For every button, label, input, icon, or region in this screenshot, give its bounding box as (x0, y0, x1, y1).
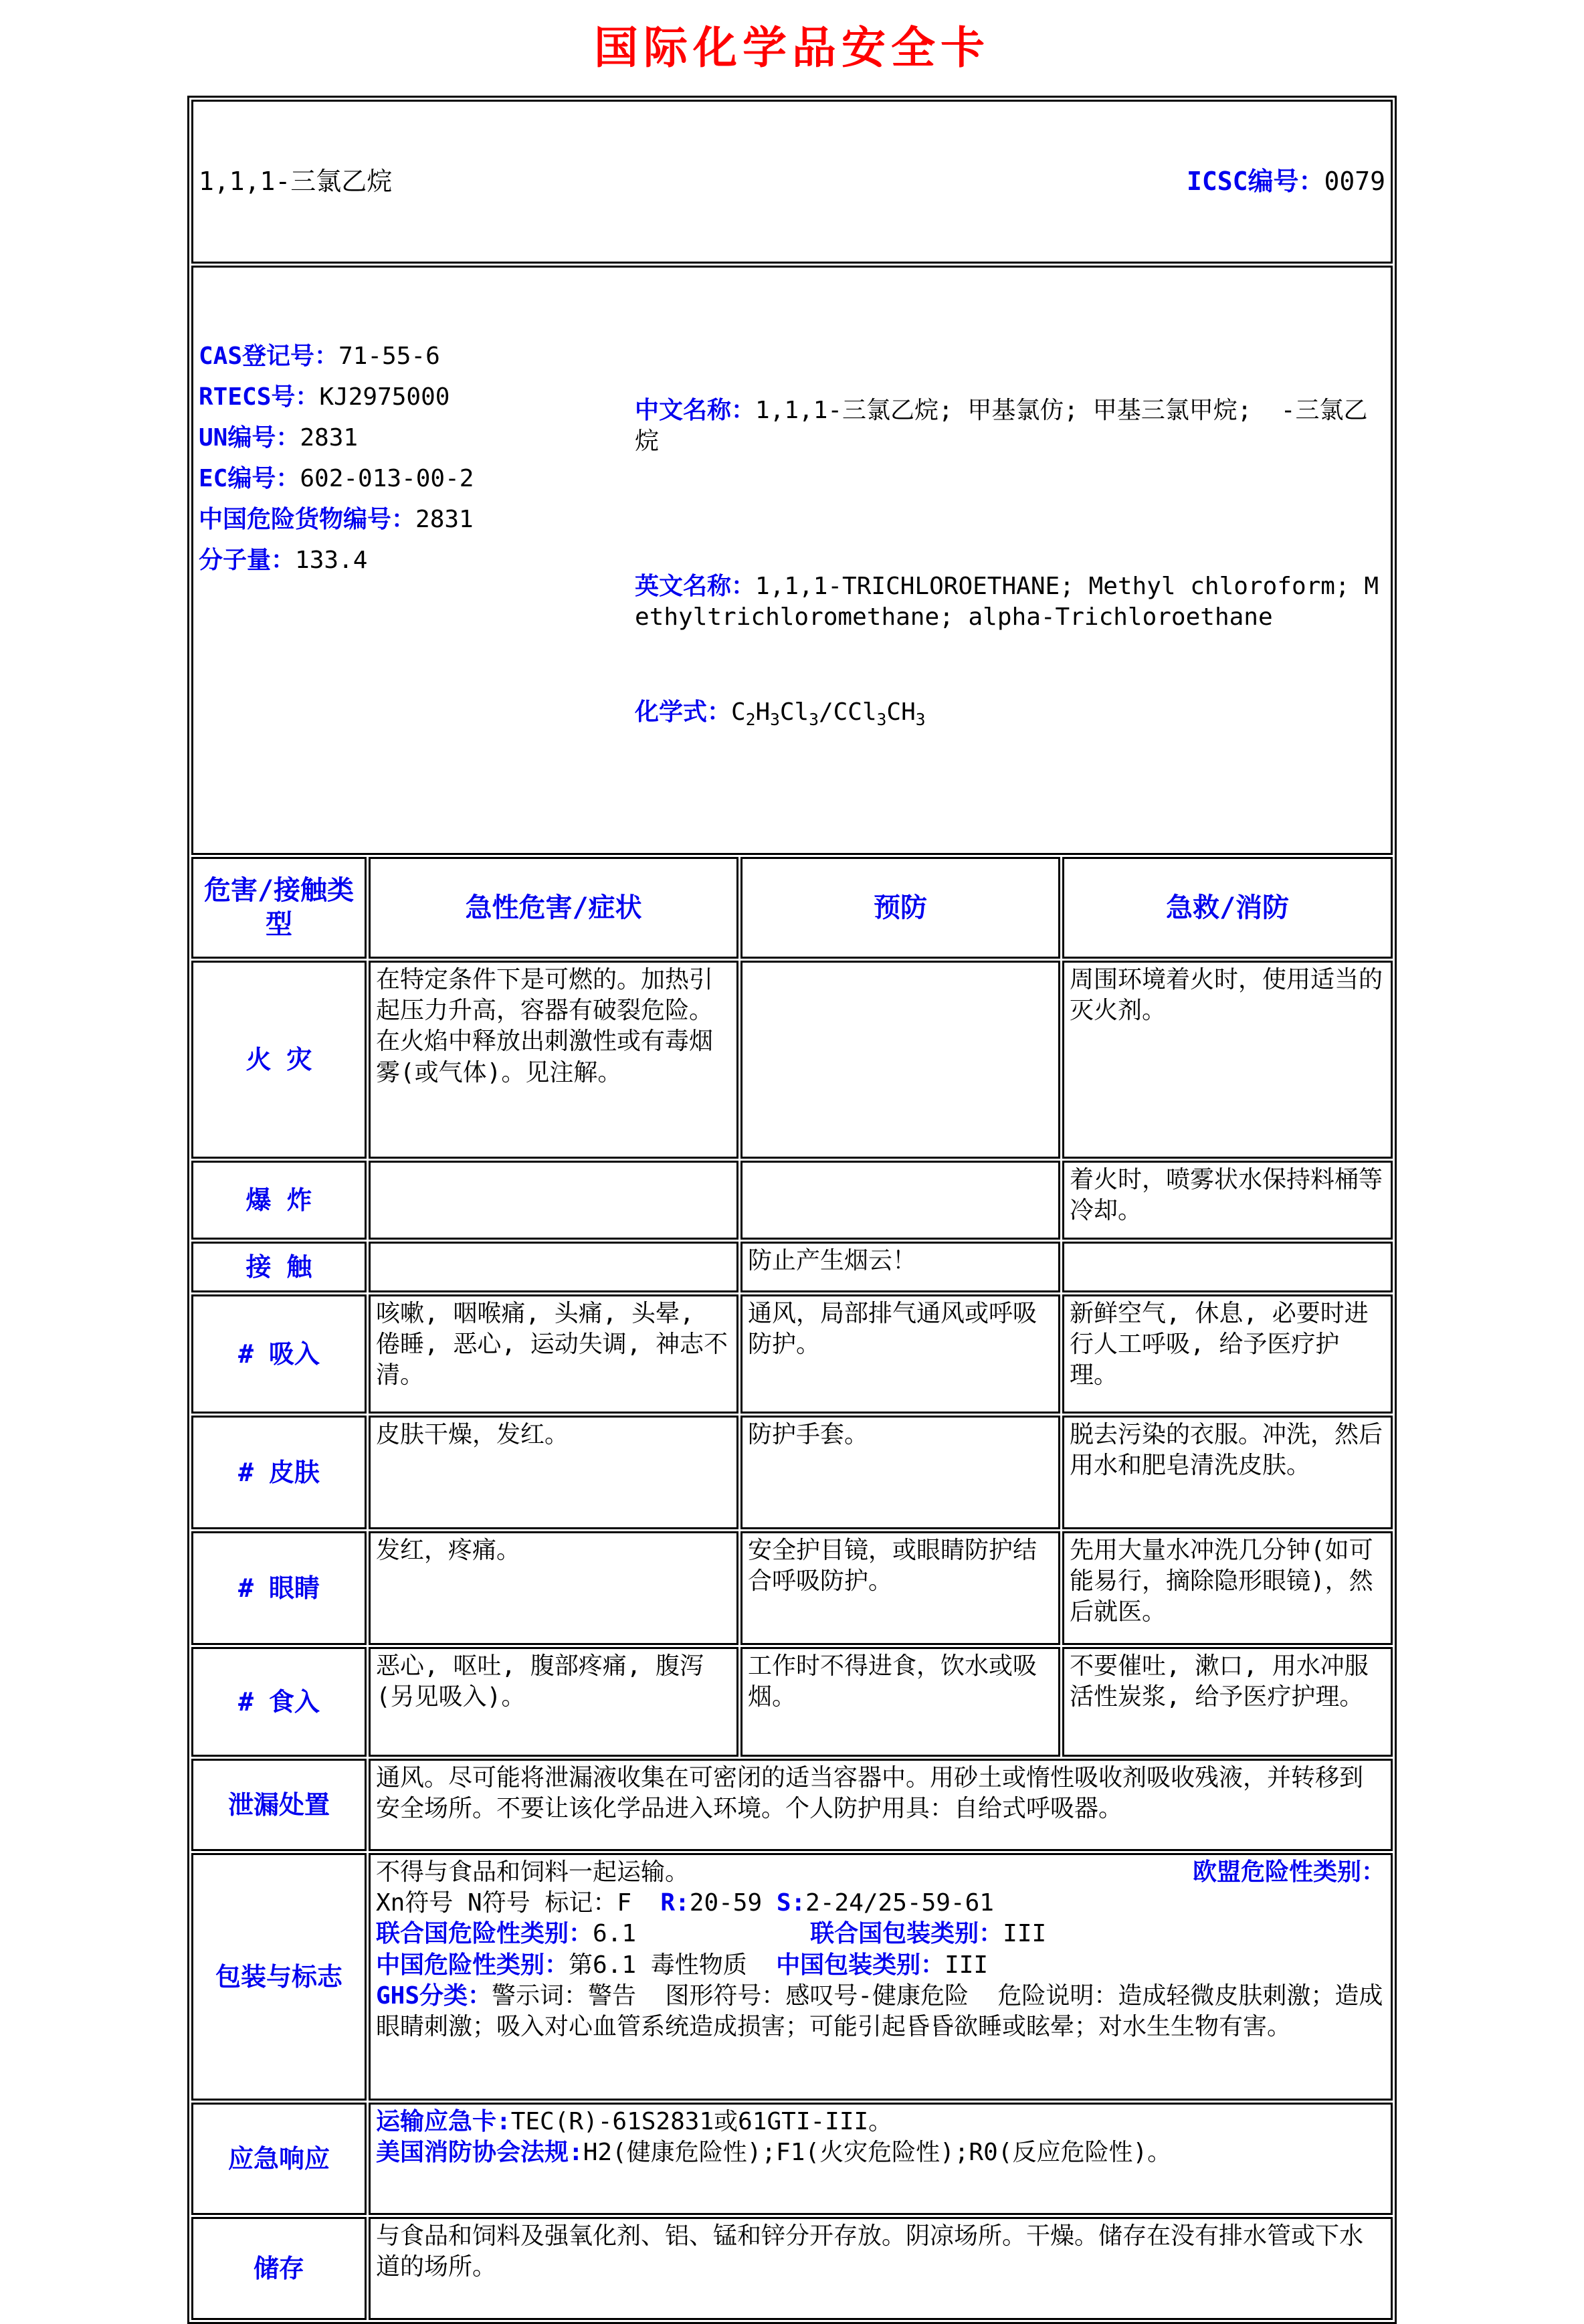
packaging-content: 欧盟危险性类别： 不得与食品和饲料一起运输。 Xn符号 N符号 标记：F R:20-59 S:2-24/25-59-61 联合国危险性类别：6.1 联合国包装类别：III 中国危险性类别：第6.1 毒性物质 中国包装类别：III GHS分类：警示词：警告 图形符号：感叹号-健康危险 危险说明：造成轻微皮肤刺激；造成眼睛刺激；吸入对心血管系统造成损害；可能引起昏昏欲睡或眩晕；对水生生物有害。 (369, 1853, 1393, 2101)
card-title-cell (191, 100, 1393, 264)
header-prevention: 预防 (740, 857, 1060, 959)
english-name-line: 英文名称：1,1,1-TRICHLOROETHANE; Methyl chloroform; Methyltrichloromethane; alpha-Trichloroethane (635, 572, 1379, 631)
row-ingestion (191, 1647, 1393, 1757)
eyes-firstaid: 先用大量水冲洗几分钟(如可能易行，摘除隐形眼镜)，然后就医。 (1062, 1531, 1393, 1645)
fire-prevention (740, 961, 1060, 1159)
identifier-list: CAS登记号：71-55-6 RTECS号：KJ2975000 UN编号：2831 EC编号：602-013-00-2 中国危险货物编号：2831 分子量：133.4 (199, 343, 474, 575)
row-fire (191, 961, 1393, 1159)
row-storage (191, 2217, 1393, 2320)
contact-prevention: 防止产生烟云！ (740, 1242, 1060, 1292)
page-title: 国际化学品安全卡 (594, 22, 990, 74)
header-symptoms: 急性危害/症状 (369, 857, 738, 959)
ingestion-symptoms: 恶心, 呕吐, 腹部疼痛, 腹泻(另见吸入)。 (369, 1647, 738, 1757)
icsc-number-group (1187, 165, 1385, 198)
skin-firstaid: 脱去污染的衣服。冲洗，然后用水和肥皂清洗皮肤。 (1062, 1416, 1393, 1529)
packaging-label: 包装与标志 (191, 1853, 367, 2101)
name-block (627, 331, 1385, 789)
emergency-label: 应急响应 (191, 2103, 367, 2215)
inhalation-symptoms: 咳嗽, 咽喉痛, 头痛, 头晕, 倦睡, 恶心, 运动失调, 神志不清。 (369, 1294, 738, 1414)
contact-firstaid (1062, 1242, 1393, 1292)
hazard-header-row (191, 857, 1393, 959)
row-contact (191, 1242, 1393, 1292)
inhalation-label: # 吸入 (191, 1294, 367, 1414)
ingestion-firstaid: 不要催吐, 漱口, 用水冲服活性炭浆, 给予医疗护理。 (1062, 1647, 1393, 1757)
explosion-prevention (740, 1161, 1060, 1240)
chinese-name-line: 中文名称：1,1,1-三氯乙烷; 甲基氯仿; 甲基三氯甲烷; -三氯乙烷 (635, 397, 1368, 456)
fire-firstaid: 周围环境着火时，使用适当的灭火剂。 (1062, 961, 1393, 1159)
formula-line: 化学式：$C_2H_3Cl_3/CCl_3CH_3$ (635, 698, 926, 730)
skin-label: # 皮肤 (191, 1416, 367, 1529)
row-explosion (191, 1161, 1393, 1240)
row-eyes (191, 1531, 1393, 1645)
row-emergency-response (191, 2103, 1393, 2215)
skin-symptoms: 皮肤干燥，发红。 (369, 1416, 738, 1529)
icsc-number: 0079 (1324, 167, 1385, 197)
row-skin (191, 1416, 1393, 1529)
contact-label: 接 触 (191, 1242, 367, 1292)
spill-content: 通风。尽可能将泄漏液收集在可密闭的适当容器中。用砂土或惰性吸收剂吸收残液，并转移到安全场所。不要让该化学品进入环境。个人防护用具：自给式呼吸器。 (369, 1759, 1393, 1851)
fire-label: 火 灾 (191, 961, 367, 1159)
spill-label: 泄漏处置 (191, 1759, 367, 1851)
explosion-symptoms (369, 1161, 738, 1240)
inhalation-firstaid: 新鲜空气, 休息, 必要时进行人工呼吸, 给予医疗护理。 (1062, 1294, 1393, 1414)
substance-name: 1,1,1-三氯乙烷 (199, 167, 393, 197)
ingestion-prevention: 工作时不得进食，饮水或吸烟。 (740, 1647, 1060, 1757)
inhalation-prevention: 通风，局部排气通风或呼吸防护。 (740, 1294, 1060, 1414)
identifiers-row (191, 266, 1393, 855)
icsc-label: ICSC编号： (1186, 167, 1324, 197)
emergency-content: 运输应急卡:TEC(R)-61S2831或61GTI-III。 美国消防协会法规:H2(健康危险性);F1(火灾危险性);R0(反应危险性)。 (369, 2103, 1393, 2215)
header-hazard-type: 危害/接触类型 (191, 857, 367, 959)
identifiers-cell (191, 266, 1393, 855)
storage-label: 储存 (191, 2217, 367, 2320)
eyes-label: # 眼睛 (191, 1531, 367, 1645)
row-spill-disposal (191, 1759, 1393, 1851)
row-packaging-labelling (191, 1853, 1393, 2101)
safety-card-table (187, 96, 1397, 2324)
storage-content: 与食品和饲料及强氧化剂、铝、锰和锌分开存放。阴凉场所。干燥。储存在没有排水管或下水道的场所。 (369, 2217, 1393, 2320)
header-firstaid: 急救/消防 (1062, 857, 1393, 959)
contact-symptoms (369, 1242, 738, 1292)
explosion-label: 爆 炸 (191, 1161, 367, 1240)
row-inhalation (191, 1294, 1393, 1414)
fire-symptoms: 在特定条件下是可燃的。加热引起压力升高，容器有破裂危险。在火焰中释放出刺激性或有毒烟雾(或气体)。见注解。 (369, 961, 738, 1159)
eyes-prevention: 安全护目镜，或眼睛防护结合呼吸防护。 (740, 1531, 1060, 1645)
card-title-row (191, 100, 1393, 264)
eyes-symptoms: 发红，疼痛。 (369, 1531, 738, 1645)
explosion-firstaid: 着火时，喷雾状水保持料桶等冷却。 (1062, 1161, 1393, 1240)
skin-prevention: 防护手套。 (740, 1416, 1060, 1529)
ingestion-label: # 食入 (191, 1647, 367, 1757)
